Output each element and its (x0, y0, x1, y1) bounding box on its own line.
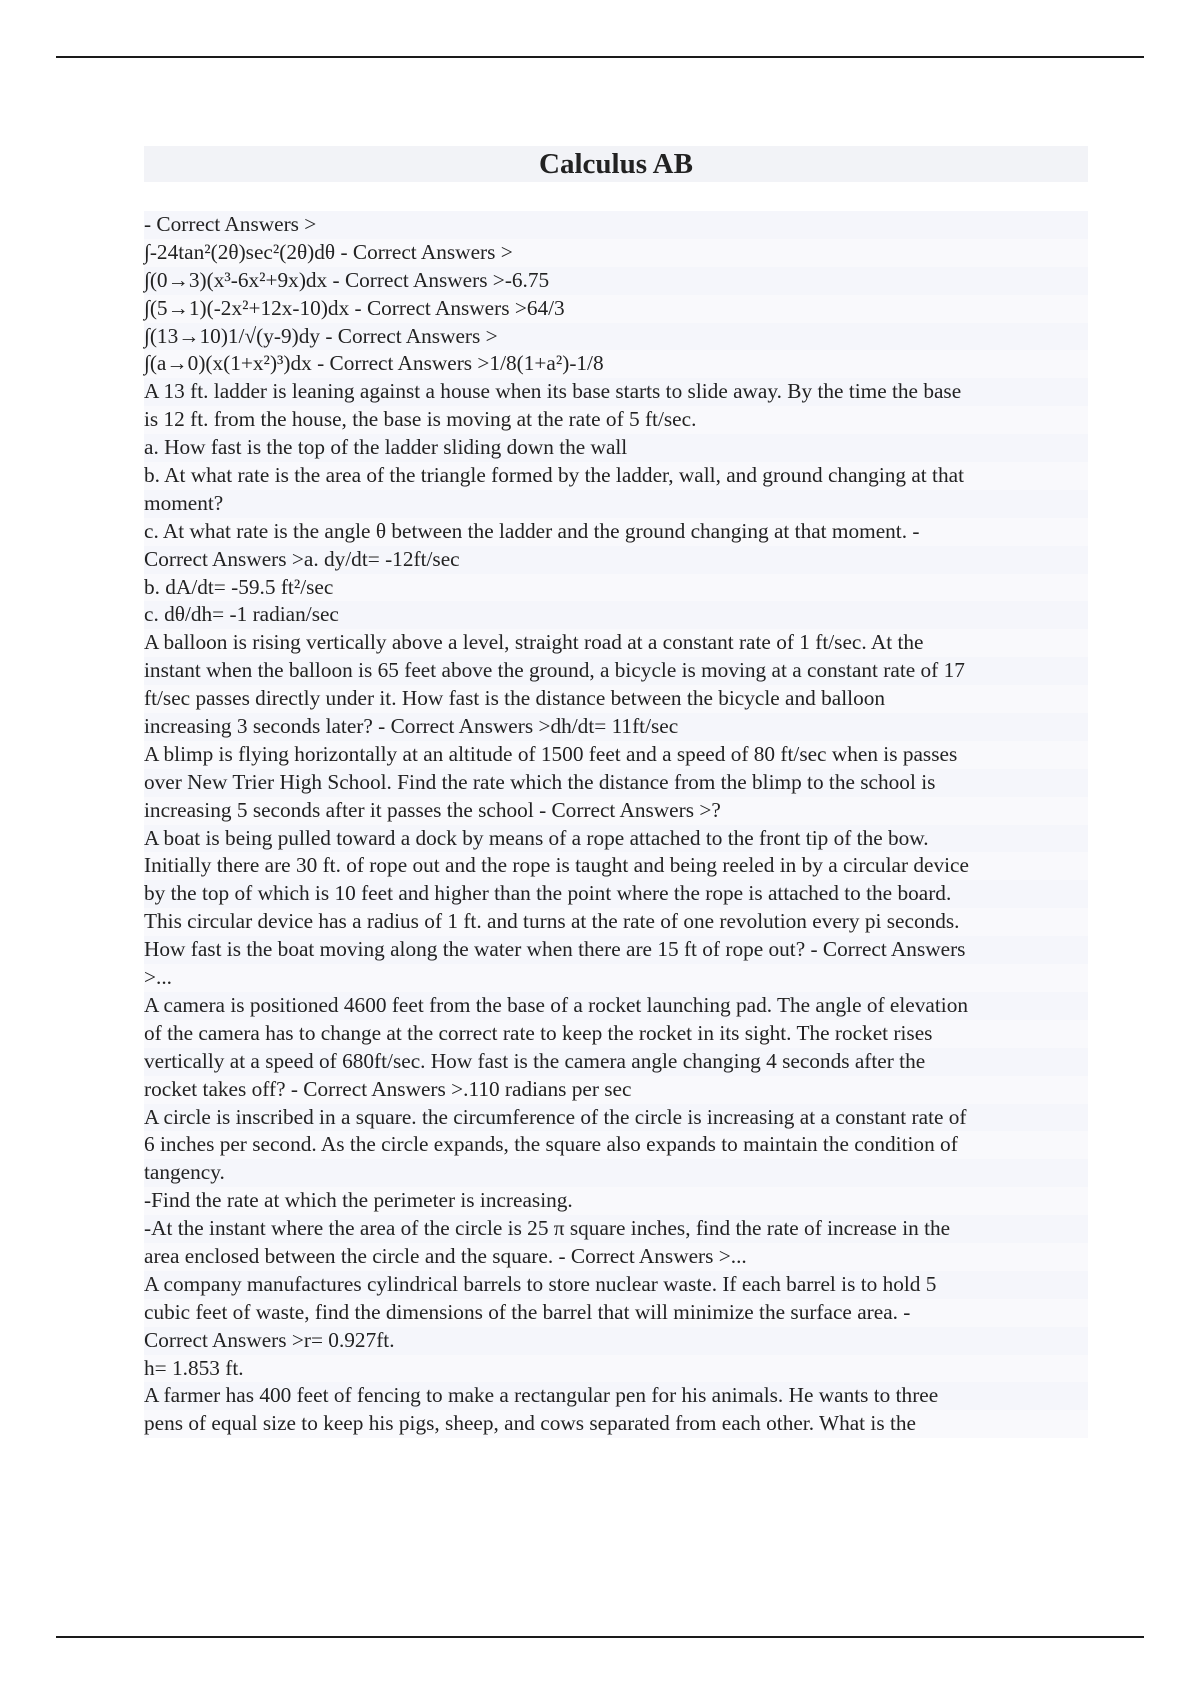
text-line: A 13 ft. ladder is leaning against a house when its base starts to slide away. By the time the base (144, 378, 1088, 406)
text-line: A boat is being pulled toward a dock by means of a rope attached to the front tip of the bow. (144, 825, 1088, 853)
page-title: Calculus AB (539, 148, 693, 180)
text-line: ft/sec passes directly under it. How fast is the distance between the bicycle and balloon (144, 685, 1088, 713)
text-line: How fast is the boat moving along the water when there are 15 ft of rope out? - Correct Answers (144, 936, 1088, 964)
text-line: of the camera has to change at the correct rate to keep the rocket in its sight. The rocket rises (144, 1020, 1088, 1048)
text-line: ∫(0→3)(x³-6x²+9x)dx - Correct Answers >-6.75 (144, 267, 1088, 295)
text-line: is 12 ft. from the house, the base is moving at the rate of 5 ft/sec. (144, 406, 1088, 434)
text-line: This circular device has a radius of 1 ft. and turns at the rate of one revolution every pi seconds. (144, 908, 1088, 936)
text-line: cubic feet of waste, find the dimensions of the barrel that will minimize the surface area. - (144, 1299, 1088, 1327)
text-line: instant when the balloon is 65 feet above the ground, a bicycle is moving at a constant rate of 17 (144, 657, 1088, 685)
text-line: pens of equal size to keep his pigs, sheep, and cows separated from each other. What is the (144, 1410, 1088, 1438)
text-line: Correct Answers >a. dy/dt= -12ft/sec (144, 546, 1088, 574)
text-line: A circle is inscribed in a square. the circumference of the circle is increasing at a constant rate of (144, 1104, 1088, 1132)
text-line: ∫(5→1)(-2x²+12x-10)dx - Correct Answers >64/3 (144, 295, 1088, 323)
text-line: rocket takes off? - Correct Answers >.110 radians per sec (144, 1076, 1088, 1104)
text-line: ∫-24tan²(2θ)sec²(2θ)dθ - Correct Answers > (144, 239, 1088, 267)
text-line: moment? (144, 490, 1088, 518)
text-line: - Correct Answers > (144, 211, 1088, 239)
text-line: ∫(a→0)(x(1+x²)³)dx - Correct Answers >1/8(1+a²)-1/8 (144, 350, 1088, 378)
text-line: c. At what rate is the angle θ between the ladder and the ground changing at that moment. - (144, 518, 1088, 546)
text-line: increasing 3 seconds later? - Correct Answers >dh/dt= 11ft/sec (144, 713, 1088, 741)
text-line: A company manufactures cylindrical barrels to store nuclear waste. If each barrel is to hold 5 (144, 1271, 1088, 1299)
text-line: -At the instant where the area of the circle is 25 π square inches, find the rate of increase in the (144, 1215, 1088, 1243)
header-rule (56, 56, 1144, 58)
text-line: A blimp is flying horizontally at an altitude of 1500 feet and a speed of 80 ft/sec when is passes (144, 741, 1088, 769)
text-line: Correct Answers >r= 0.927ft. (144, 1327, 1088, 1355)
text-line: Initially there are 30 ft. of rope out and the rope is taught and being reeled in by a circular device (144, 852, 1088, 880)
text-line: ∫(13→10)1/√(y-9)dy - Correct Answers > (144, 323, 1088, 351)
text-line: increasing 5 seconds after it passes the school - Correct Answers >? (144, 797, 1088, 825)
text-line: vertically at a speed of 680ft/sec. How fast is the camera angle changing 4 seconds after the (144, 1048, 1088, 1076)
text-line: b. At what rate is the area of the triangle formed by the ladder, wall, and ground changing at that (144, 462, 1088, 490)
document-body (144, 211, 1088, 1438)
title-band (144, 146, 1088, 182)
text-line: c. dθ/dh= -1 radian/sec (144, 601, 1088, 629)
footer-rule (56, 1636, 1144, 1638)
text-line: h= 1.853 ft. (144, 1355, 1088, 1383)
text-line: >... (144, 964, 1088, 992)
text-line: by the top of which is 10 feet and higher than the point where the rope is attached to the board. (144, 880, 1088, 908)
text-line: A balloon is rising vertically above a level, straight road at a constant rate of 1 ft/sec. At the (144, 629, 1088, 657)
text-line: area enclosed between the circle and the square. - Correct Answers >... (144, 1243, 1088, 1271)
text-line: tangency. (144, 1159, 1088, 1187)
text-line: -Find the rate at which the perimeter is increasing. (144, 1187, 1088, 1215)
text-line: b. dA/dt= -59.5 ft²/sec (144, 574, 1088, 602)
text-line: A camera is positioned 4600 feet from the base of a rocket launching pad. The angle of elevation (144, 992, 1088, 1020)
text-line: 6 inches per second. As the circle expands, the square also expands to maintain the condition of (144, 1131, 1088, 1159)
text-line: a. How fast is the top of the ladder sliding down the wall (144, 434, 1088, 462)
text-line: over New Trier High School. Find the rate which the distance from the blimp to the school is (144, 769, 1088, 797)
text-line: A farmer has 400 feet of fencing to make a rectangular pen for his animals. He wants to three (144, 1382, 1088, 1410)
